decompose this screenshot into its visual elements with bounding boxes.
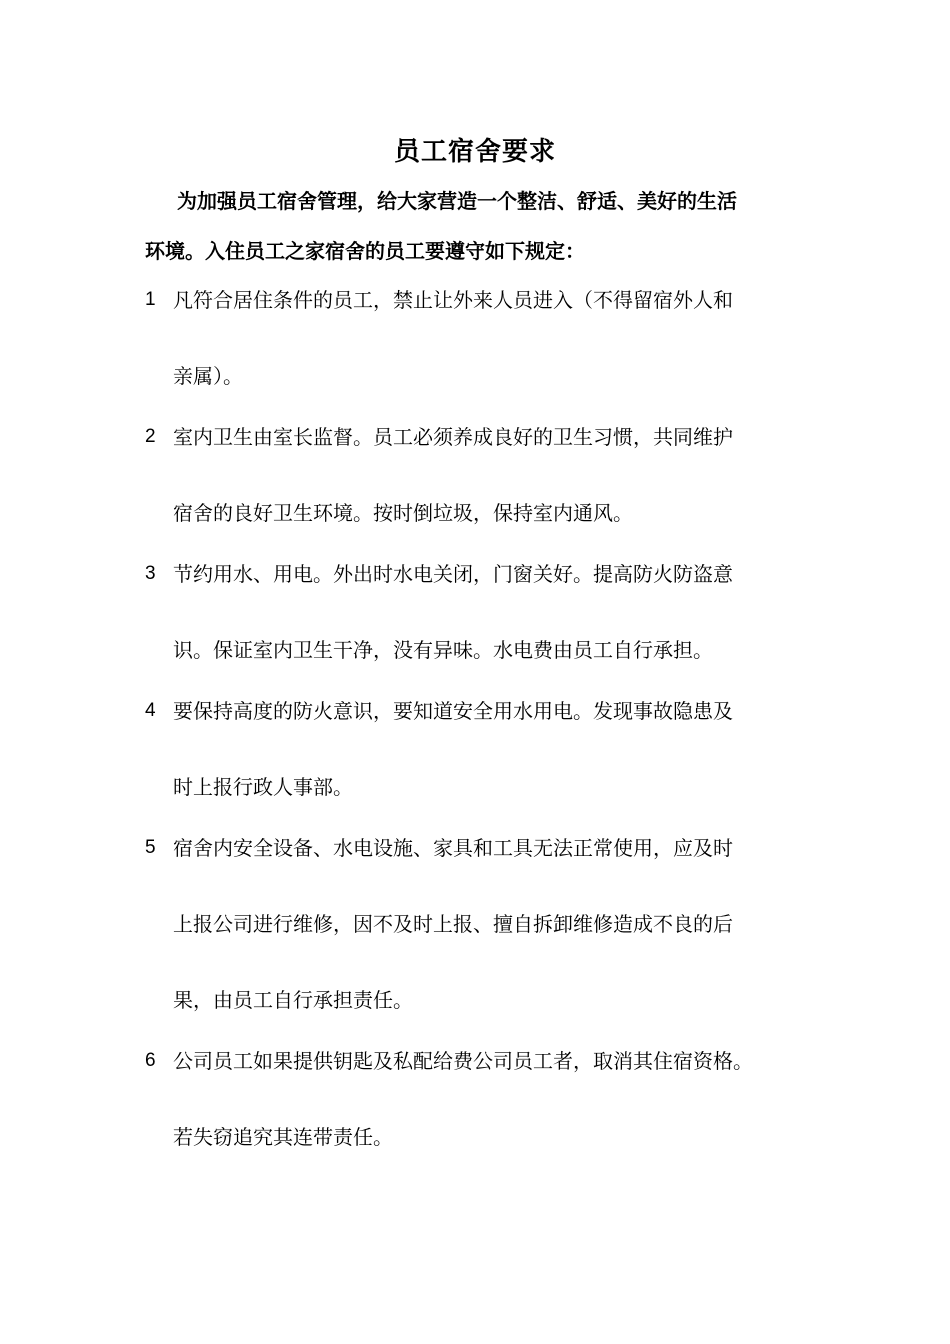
- item-number: 2: [145, 426, 156, 447]
- item-number: 1: [145, 289, 156, 310]
- item-text-line: 亲属）。: [173, 364, 243, 388]
- item-number: 3: [145, 563, 156, 584]
- item-text-line: 若失窃追究其连带责任。: [173, 1125, 393, 1149]
- item-text-line: 宿舍的良好卫生环境。按时倒垃圾，保持室内通风。: [173, 501, 633, 525]
- item-number: 6: [145, 1050, 156, 1071]
- item-text-line: 时上报行政人事部。: [173, 775, 353, 799]
- item-number: 5: [145, 837, 156, 858]
- item-text-line: 节约用水、用电。外出时水电关闭，门窗关好。提高防火防盗意: [173, 562, 733, 586]
- document-title: 员工宿舍要求: [393, 137, 556, 167]
- item-text-line: 公司员工如果提供钥匙及私配给费公司员工者，取消其住宿资格。: [173, 1049, 753, 1073]
- intro-line: 环境。入住员工之家宿舍的员工要遵守如下规定：: [145, 239, 585, 263]
- item-text-line: 凡符合居住条件的员工，禁止让外来人员进入（不得留宿外人和: [173, 288, 733, 312]
- item-text-line: 果，由员工自行承担责任。: [173, 988, 413, 1012]
- item-text-line: 要保持高度的防火意识，要知道安全用水用电。发现事故隐患及: [173, 699, 733, 723]
- item-text-line: 上报公司进行维修，因不及时上报、擅自拆卸维修造成不良的后: [173, 912, 733, 936]
- item-text-line: 宿舍内安全设备、水电设施、家具和工具无法正常使用，应及时: [173, 836, 733, 860]
- item-text-line: 室内卫生由室长监督。员工必须养成良好的卫生习惯，共同维护: [173, 425, 733, 449]
- intro-line: 为加强员工宿舍管理，给大家营造一个整洁、舒适、美好的生活: [177, 189, 737, 213]
- item-text-line: 识。保证室内卫生干净，没有异味。水电费由员工自行承担。: [173, 638, 713, 662]
- item-number: 4: [145, 700, 156, 721]
